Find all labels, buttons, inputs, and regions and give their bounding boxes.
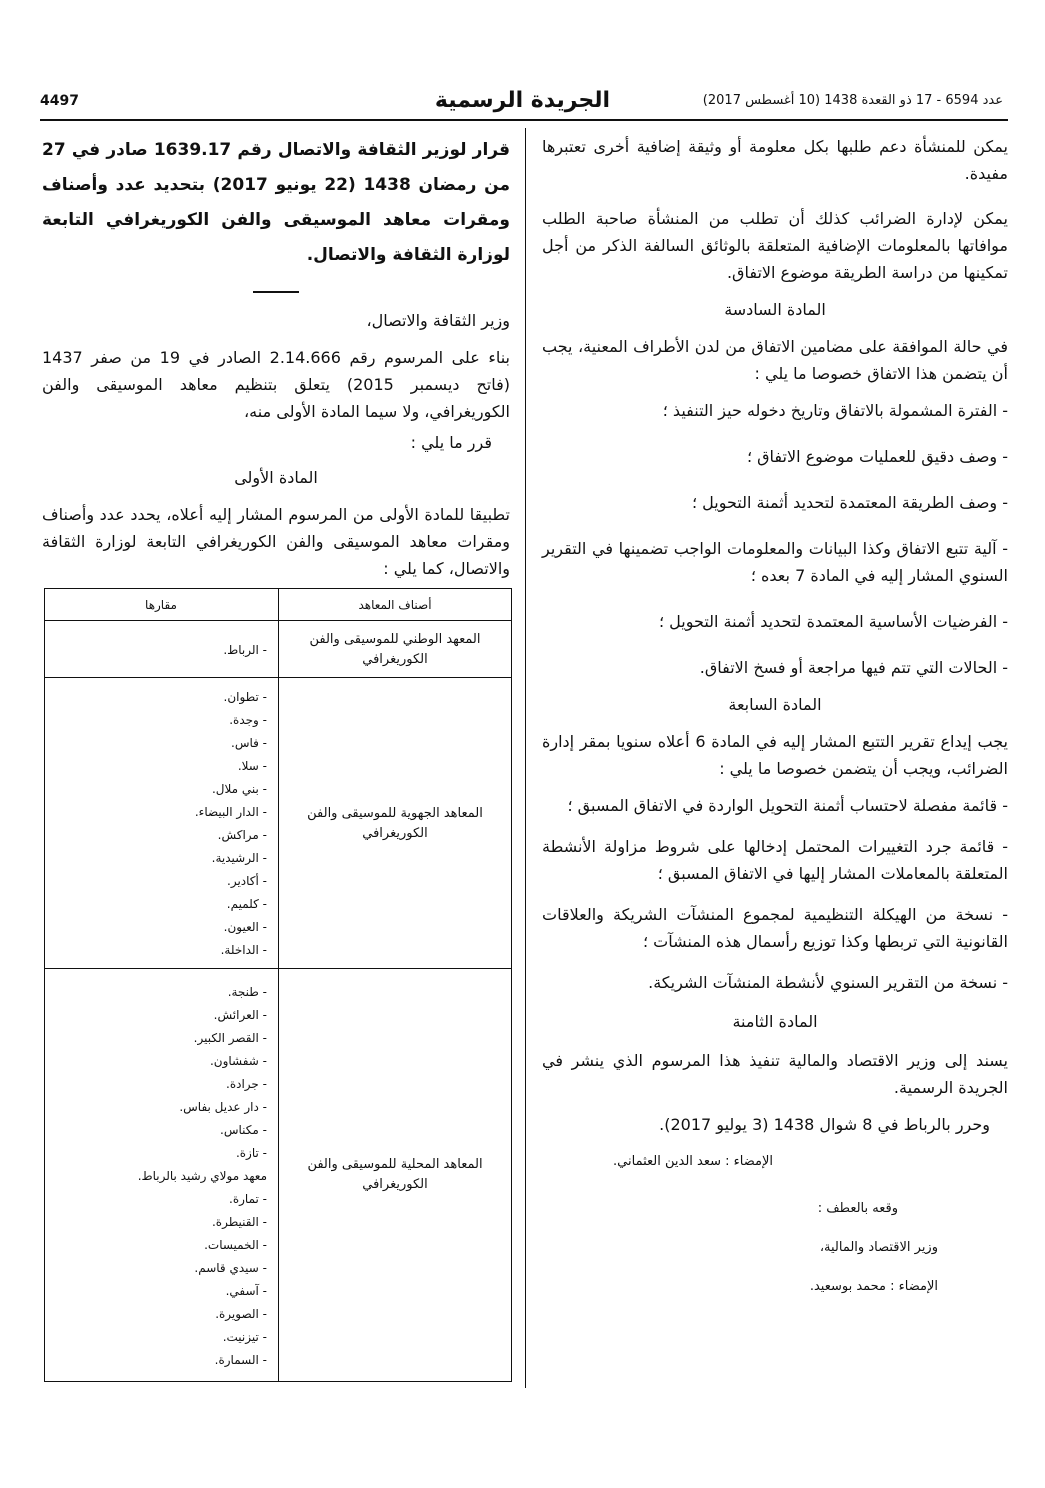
institute-seats xyxy=(45,969,277,1381)
list-item: - قائمة جرد التغييرات المحتمل إدخالها على شروط مزاولة الأنشطة المتعلقة بالمعاملات المشار إليها في الاتفاق المسبق ؛ xyxy=(542,837,1008,883)
seat-item: - العيون. xyxy=(223,920,267,934)
seat-item: - فاس. xyxy=(231,736,267,750)
seat-item: - العرائش. xyxy=(213,1008,267,1022)
list-item: - آلية تتبع الاتفاق وكذا البيانات والمعلومات الواجب تضمينها في التقرير السنوي المشار إليه في المادة 7 بعده ؛ xyxy=(542,539,1008,585)
header-rule xyxy=(40,119,1008,121)
seat-item: - تيزنيت. xyxy=(222,1330,267,1344)
table-row xyxy=(45,968,511,1381)
seat-item: - الرباط. xyxy=(223,642,267,657)
list-item: - قائمة مفصلة لاحتساب أثمنة التحويل الواردة في الاتفاق المسبق ؛ xyxy=(567,796,1008,815)
left-column xyxy=(42,133,510,582)
table-row xyxy=(45,620,511,678)
seat-item: - السمارة. xyxy=(214,1353,267,1367)
article-7-list xyxy=(542,792,1008,996)
signature-minister: الإمضاء : محمد بوسعيد. xyxy=(809,1279,938,1294)
seat-item: - تازة. xyxy=(235,1146,267,1160)
institute-seats xyxy=(45,621,277,678)
institute-type: المعهد الوطني للموسيقى والفن الكوريغرافي xyxy=(278,621,511,678)
seat-item: - القصر الكبير. xyxy=(193,1031,267,1045)
article-6-list xyxy=(542,397,1008,681)
seat-item: - آسفي. xyxy=(225,1284,267,1298)
paragraph: يسند إلى وزير الاقتصاد والمالية تنفيذ هذا المرسوم الذي ينشر في الجريدة الرسمية. xyxy=(542,1051,1008,1097)
article-title: المادة السادسة xyxy=(724,300,826,319)
seat-item: - مكناس. xyxy=(220,1123,267,1137)
list-item: - وصف دقيق للعمليات موضوع الاتفاق ؛ xyxy=(746,447,1008,466)
decision-title: قرار لوزير الثقافة والاتصال رقم 1639.17 صادر في 27 من رمضان 1438 (22 يونيو 2017) بتحديد عدد وأصناف ومقرات معاهد الموسيقى والفن الكوريغرافي التابعة لوزارة الثقافة والاتصال. xyxy=(42,140,510,265)
paragraph: يمكن للمنشأة دعم طلبها بكل معلومة أو وثيقة إضافية أخرى تعتبرها مفيدة. xyxy=(542,137,1008,183)
seat-item: - القنيطرة. xyxy=(211,1215,267,1229)
header-cell-seat: مقارها xyxy=(145,597,177,612)
paragraph: يجب إيداع تقرير التتبع المشار إليه في المادة 6 أعلاه سنويا بمقر إدارة الضرائب، ويجب أن يتضمن خصوصا ما يلي : xyxy=(542,732,1008,778)
institute-type: المعاهد الجهوية للموسيقى والفن الكوريغرافي xyxy=(278,678,511,969)
table-header xyxy=(45,589,511,620)
table-row xyxy=(45,677,511,969)
list-item: - الحالات التي تتم فيها مراجعة أو فسخ الاتفاق. xyxy=(699,658,1008,677)
seat-item: - الداخلة. xyxy=(220,943,267,957)
seat-item: - شفشاون. xyxy=(209,1054,267,1068)
institutes-table xyxy=(44,588,512,1382)
minister-line: وزير الثقافة والاتصال، xyxy=(366,311,510,330)
article-title: المادة الثامنة xyxy=(732,1012,818,1031)
issue-info: عدد 6594 - 17 ذو القعدة 1438 (10 أغسطس 2017) xyxy=(702,93,1003,108)
list-item: - نسخة من التقرير السنوي لأنشطة المنشآت الشريكة. xyxy=(648,973,1008,992)
seat-item: - سيدي قاسم. xyxy=(194,1261,267,1275)
decides-line: قرر ما يلي : xyxy=(410,433,492,452)
list-item: - الفترة المشمولة بالاتفاق وتاريخ دخوله حيز التنفيذ ؛ xyxy=(662,401,1008,420)
seat-item: - الدار البيضاء. xyxy=(194,805,267,819)
seat-item: - أكادير. xyxy=(227,874,267,888)
seat-item: - الصويرة. xyxy=(215,1307,267,1321)
seat-item: - تمارة. xyxy=(229,1192,267,1206)
paragraph: في حالة الموافقة على مضامين الاتفاق من لدن الأطراف المعنية، يجب أن يتضمن هذا الاتفاق خصوصا ما يلي : xyxy=(542,337,1008,383)
seat-item: - بني ملال. xyxy=(211,782,267,796)
seat-item: - سلا. xyxy=(237,759,267,773)
minister-title: وزير الاقتصاد والمالية، xyxy=(819,1240,938,1255)
seat-item: - الرشيدية. xyxy=(211,851,267,865)
gazette-title: الجريدة الرسمية xyxy=(434,88,611,113)
countersigned-label: وقعه بالعطف : xyxy=(817,1201,898,1216)
seat-item: - الخميسات. xyxy=(204,1238,267,1252)
signature-prime-minister: الإمضاء : سعد الدين العثماني. xyxy=(613,1154,773,1169)
institute-seats xyxy=(45,678,277,969)
article-title: المادة الأولى xyxy=(234,468,318,487)
header-cell-type: أصناف المعاهد xyxy=(278,589,511,620)
article-title: المادة السابعة xyxy=(728,695,822,714)
seat-item: - تطوان. xyxy=(223,690,267,704)
list-item: - وصف الطريقة المعتمدة لتحديد أثمنة التحويل ؛ xyxy=(691,493,1008,512)
seat-item: - مراكش. xyxy=(217,828,267,842)
seat-item: - طنجة. xyxy=(227,985,267,999)
seat-item: معهد مولاي رشيد بالرباط. xyxy=(137,1169,267,1183)
seat-item: - جرادة. xyxy=(226,1077,267,1091)
seat-item: - وجدة. xyxy=(229,713,267,727)
seat-item: - كلميم. xyxy=(226,897,267,911)
preamble: بناء على المرسوم رقم 2.14.666 الصادر في 19 من صفر 1437 (فاتح ديسمبر 2015) يتعلق بتنظيم معاهد الموسيقى والفن الكوريغرافي، ولا سيما المادة الأولى منه، xyxy=(42,348,511,421)
page-number: 4497 xyxy=(40,93,79,109)
title-separator xyxy=(253,291,299,293)
institute-type: المعاهد المحلية للموسيقى والفن الكوريغرافي xyxy=(278,969,511,1381)
column-divider xyxy=(525,128,526,1388)
list-item: - نسخة من الهيكلة التنظيمية لمجموع المنشآت الشريكة والعلاقات القانونية التي تربطها وكذا توزيع رأسمال هذه المنشآت ؛ xyxy=(542,905,1008,951)
list-item: - الفرضيات الأساسية المعتمدة لتحديد أثمنة التحويل ؛ xyxy=(658,612,1008,631)
right-column xyxy=(542,133,1008,1300)
paragraph: يمكن لإدارة الضرائب كذلك أن تطلب من المنشأة صاحبة الطلب موافاتها بالمعلومات الإضافية المتعلقة بالوثائق السالفة الذكر من أجل تمكينها من دراسة الطريقة موضوع الاتفاق. xyxy=(542,209,1008,282)
paragraph: تطبيقا للمادة الأولى من المرسوم المشار إليه أعلاه، يحدد عدد وأصناف ومقرات معاهد الموسيقى والفن الكوريغرافي التابعة لوزارة الثقافة والاتصال، كما يلي : xyxy=(42,505,510,578)
done-at: وحرر بالرباط في 8 شوال 1438 (3 يوليو 2017). xyxy=(659,1115,990,1134)
seat-item: - دار عديل بفاس. xyxy=(179,1100,267,1114)
